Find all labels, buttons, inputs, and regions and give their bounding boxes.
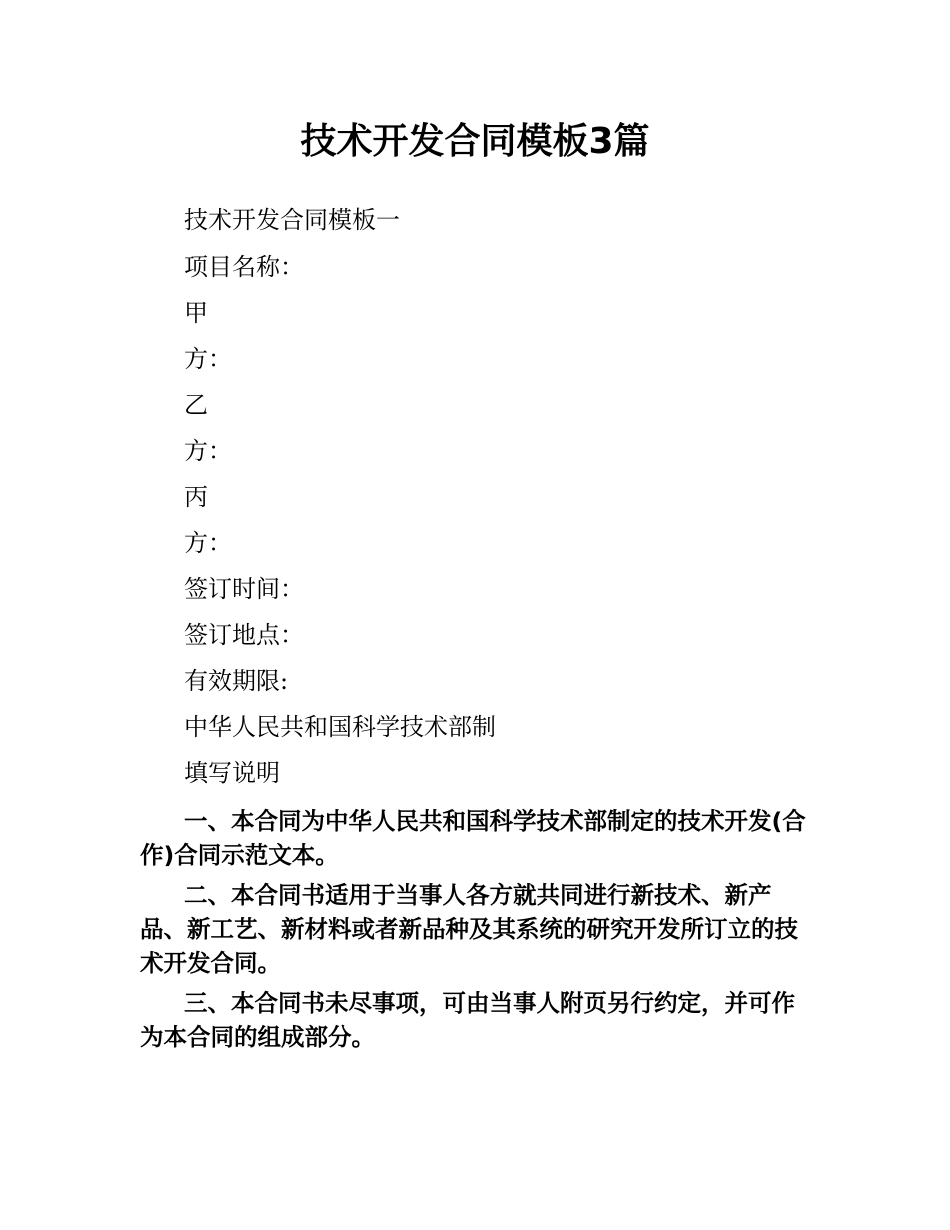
signing-time-label: 签订时间： [184,575,304,603]
party-c-label-line1: 丙 [184,483,208,511]
instruction-paragraph-1: 一、本合同为中华人民共和国科学技术部制定的技术开发(合作)合同示范文本。 [140,807,806,869]
document-title: 技术开发合同模板3篇 [300,121,650,162]
party-c-label-line2: 方： [184,529,232,557]
instruction-paragraph-2: 二、本合同书适用于当事人各方就共同进行新技术、新产品、新工艺、新材料或者新品种及其系统的研究开发所订立的技术开发合同。 [140,881,798,977]
project-name-label: 项目名称： [184,253,304,281]
validity-period-label: 有效期限: [184,667,289,695]
party-a-label-line2: 方： [184,345,232,373]
instructions-heading: 填写说明 [184,759,280,787]
party-b-label-line1: 乙 [184,391,208,419]
subtitle-template-one: 技术开发合同模板一 [184,206,400,234]
signing-place-label: 签订地点： [184,621,304,649]
issuing-authority: 中华人民共和国科学技术部制 [184,713,496,741]
party-a-label-line1: 甲 [184,299,208,327]
instruction-paragraph-3: 三、本合同书未尽事项，可由当事人附页另行约定，并可作为本合同的组成部分。 [140,989,795,1051]
party-b-label-line2: 方： [184,437,232,465]
